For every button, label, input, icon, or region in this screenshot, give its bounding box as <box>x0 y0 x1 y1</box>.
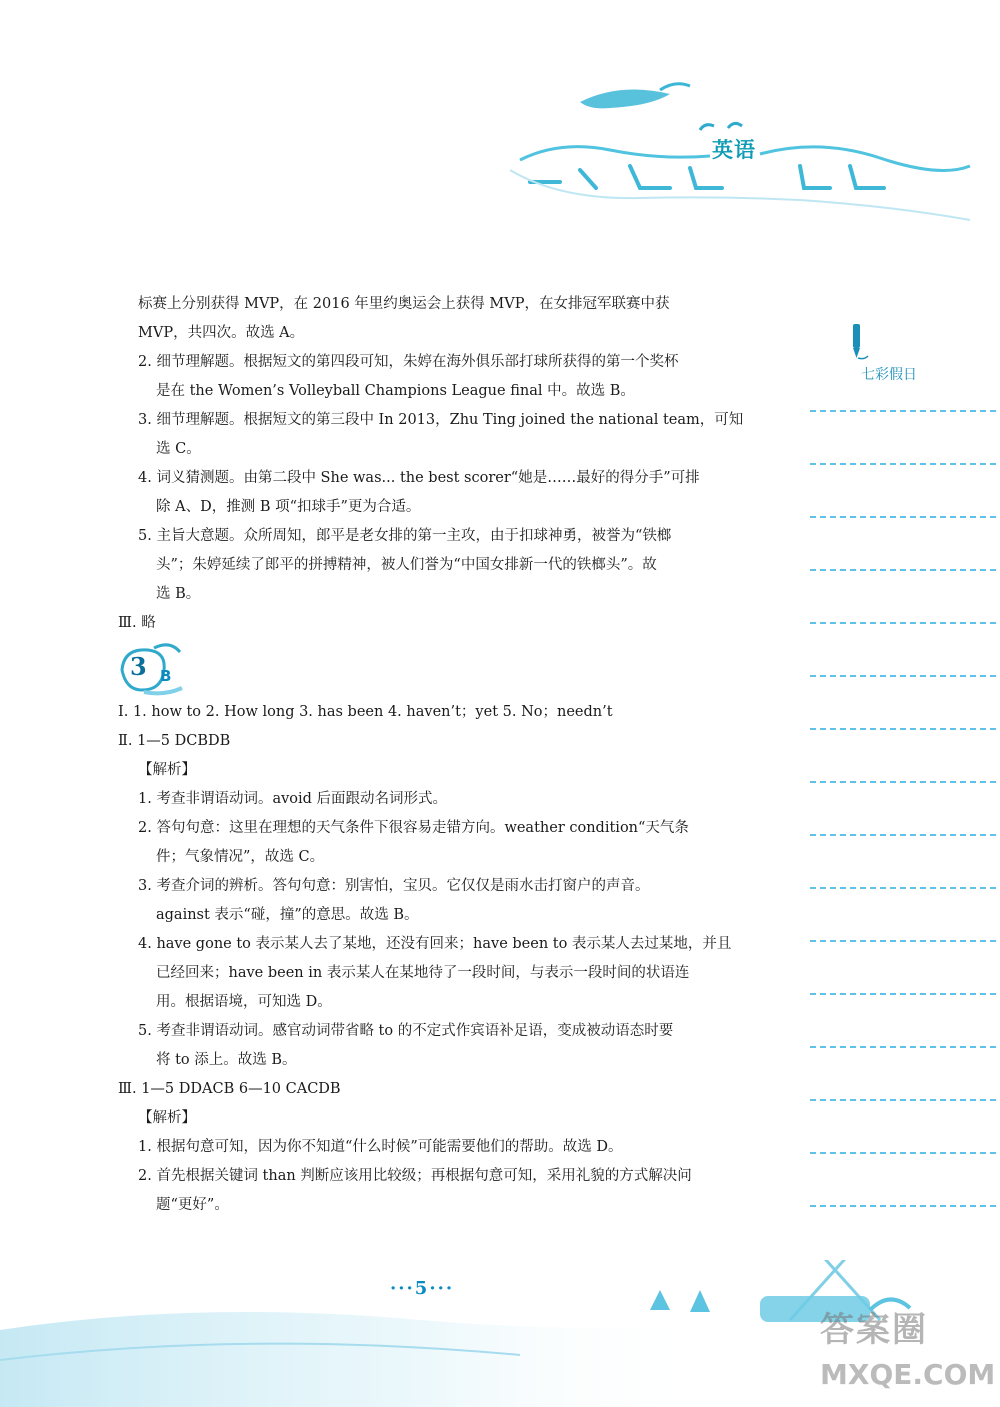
text-line: 3. 细节理解题。根据短文的第三段中 In 2013，Zhu Ting joined the national team，可知 <box>138 412 744 428</box>
note-line <box>810 622 996 624</box>
subject-title: 英语 <box>712 138 756 162</box>
analysis-item <box>118 1133 758 1162</box>
section-badge <box>114 640 758 698</box>
note-line <box>810 1046 996 1048</box>
part-answer: Ⅲ. 略 <box>118 615 156 631</box>
analysis-item <box>118 1162 758 1220</box>
analysis-item <box>118 1017 758 1075</box>
part-answer: Ⅲ. 1—5 DDACB 6—10 CACDB <box>118 1081 341 1097</box>
text-line: 将 to 添上。故选 B。 <box>156 1052 297 1068</box>
watermark-url: MXQE.COM <box>820 1358 996 1391</box>
answer-content <box>118 290 758 1220</box>
note-line <box>810 940 996 942</box>
note-line <box>810 1205 996 1207</box>
text-line: 1. 根据句意可知，因为你不知道“什么时候”可能需要他们的帮助。故选 D。 <box>138 1139 623 1155</box>
text-line: 2. 答句句意：这里在理想的天气条件下很容易走错方向。weather condition“天气条 <box>138 820 689 836</box>
part-answer: Ⅱ. 1—5 DCBDB <box>118 733 231 749</box>
analysis-item <box>118 406 758 464</box>
text-line: 除 A、D，推测 B 项“扣球手”更为合适。 <box>156 499 421 515</box>
pen-icon <box>846 322 870 362</box>
text-line: MVP，共四次。故选 A。 <box>138 325 305 341</box>
note-line <box>810 463 996 465</box>
text-line: 标赛上分别获得 MVP，在 2016 年里约奥运会上获得 MVP，在女排冠军联赛中获 <box>138 296 670 312</box>
analysis-item <box>118 522 758 609</box>
note-line <box>810 1099 996 1101</box>
text-line: 头”；朱婷延续了郎平的拼搏精神，被人们誉为“中国女排新一代的铁榔头”。故 <box>156 557 657 573</box>
analysis-label: 【解析】 <box>138 762 196 778</box>
text-line: 2. 首先根据关键词 than 判断应该用比较级；再根据句意可知，采用礼貌的方式解决问 <box>138 1168 692 1184</box>
badge-number: 3 <box>130 652 147 681</box>
sidebar-label: 七彩假日 <box>861 367 917 383</box>
analysis-label: 【解析】 <box>138 1110 196 1126</box>
note-line <box>810 410 996 412</box>
continued-text <box>118 290 758 348</box>
text-line: 1. 考查非谓语动词。avoid 后面跟动名词形式。 <box>138 791 448 807</box>
note-line <box>810 887 996 889</box>
note-line <box>810 993 996 995</box>
note-line <box>810 516 996 518</box>
text-line: 用。根据语境，可知选 D。 <box>156 994 332 1010</box>
watermark-logo: 答案圈 <box>820 1310 928 1350</box>
text-line: 3. 考查介词的辨析。答句句意：别害怕，宝贝。它仅仅是雨水击打窗户的声音。 <box>138 878 650 894</box>
text-line: against 表示“碰，撞”的意思。故选 B。 <box>156 907 419 923</box>
note-line <box>810 1152 996 1154</box>
analysis-item <box>118 814 758 872</box>
note-line <box>810 569 996 571</box>
part-answer: Ⅰ. 1. how to 2. How long 3. has been 4. haven’t；yet 5. No；needn’t <box>118 704 613 720</box>
note-line <box>810 781 996 783</box>
analysis-item <box>118 872 758 930</box>
page-number: ···5··· <box>390 1278 455 1299</box>
text-line: 4. have gone to 表示某人去了某地，还没有回来；have been to 表示某人去过某地，并且 <box>138 936 732 952</box>
text-line: 2. 细节理解题。根据短文的第四段可知，朱婷在海外俱乐部打球所获得的第一个奖杯 <box>138 354 679 370</box>
text-line: 已经回来；have been in 表示某人在某地待了一段时间，与表示一段时间的状语连 <box>156 965 690 981</box>
analysis-item <box>118 348 758 406</box>
analysis-item <box>118 464 758 522</box>
text-line: 5. 考查非谓语动词。感官动词带省略 to 的不定式作宾语补足语，变成被动语态时要 <box>138 1023 674 1039</box>
note-line <box>810 728 996 730</box>
note-line <box>810 675 996 677</box>
analysis-item <box>118 785 758 814</box>
text-line: 件；气象情况”，故选 C。 <box>156 849 325 865</box>
badge-letter: B <box>160 667 172 685</box>
text-line: 4. 词义猜测题。由第二段中 She was... the best scorer“她是……最好的得分手”可排 <box>138 470 700 486</box>
note-line <box>810 834 996 836</box>
text-line: 选 C。 <box>156 441 201 457</box>
analysis-item <box>118 930 758 1017</box>
text-line: 选 B。 <box>156 586 201 602</box>
text-line: 5. 主旨大意题。众所周知，郎平是老女排的第一主攻，由于扣球神勇，被誉为“铁榔 <box>138 528 672 544</box>
text-line: 题“更好”。 <box>156 1197 229 1213</box>
badge-swirl-icon <box>114 640 184 698</box>
text-line: 是在 the Women’s Volleyball Champions League final 中。故选 B。 <box>156 383 635 399</box>
